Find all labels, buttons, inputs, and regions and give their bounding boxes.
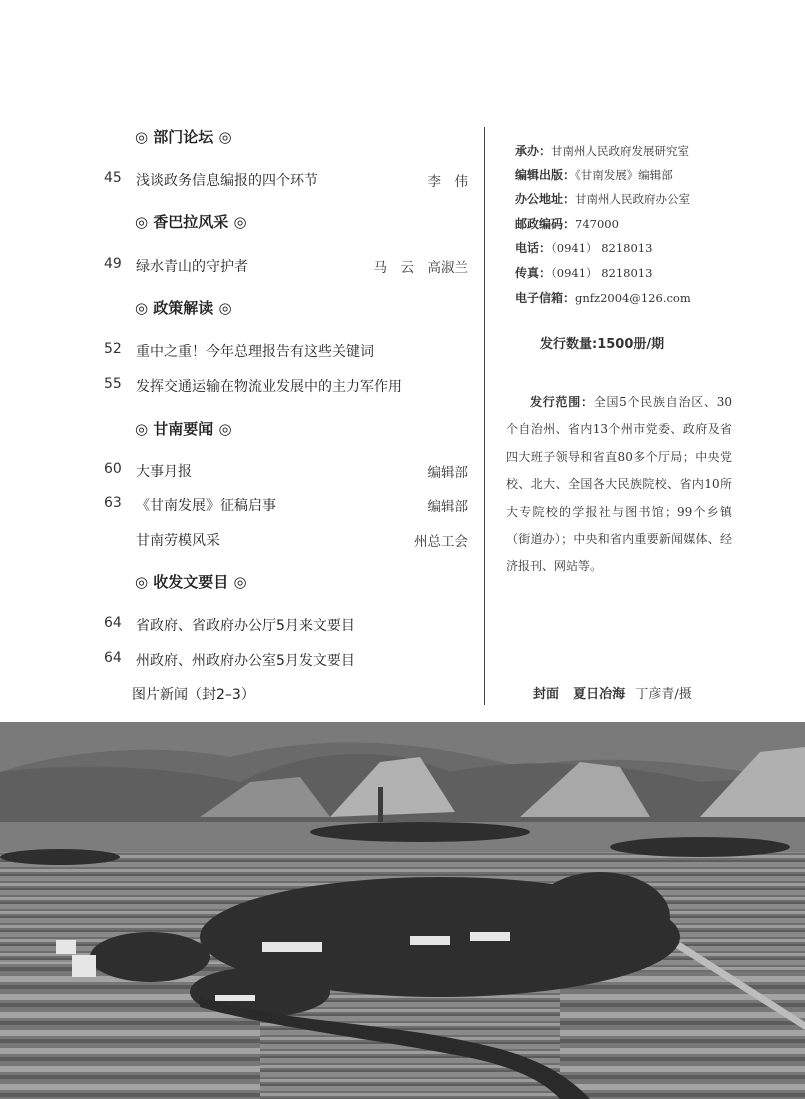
article-title: 浅谈政务信息编报的四个环节 <box>136 173 318 189</box>
toc-entry[interactable] <box>0 650 470 670</box>
page-number: 64 <box>104 650 122 666</box>
info-value: 甘南州人民政府办公室 <box>575 192 691 206</box>
info-value: 甘南州人民政府发展研究室 <box>551 144 690 158</box>
table-of-contents <box>0 0 480 720</box>
cover-caption <box>533 683 692 702</box>
page-number: 49 <box>104 256 122 272</box>
page-number: 55 <box>104 376 122 392</box>
article-author: 马 云 高淑兰 <box>373 260 468 276</box>
info-key: 电子信箱： <box>515 291 576 305</box>
article-author: 州总工会 <box>414 534 468 550</box>
info-line <box>515 215 619 232</box>
article-title: 州政府、州政府办公室5月发文要目 <box>136 653 355 669</box>
page-number: 45 <box>104 170 122 186</box>
section-heading: ◎ 香巴拉风采 ◎ <box>135 213 247 231</box>
info-key: 承办： <box>515 144 552 158</box>
info-value: 747000 <box>575 217 619 231</box>
info-value: （0941） 8218013 <box>551 266 653 280</box>
toc-entry[interactable] <box>0 256 470 276</box>
article-author: 李 伟 <box>427 174 468 190</box>
section-heading: ◎ 甘南要闻 ◎ <box>135 420 232 438</box>
info-line <box>515 289 691 306</box>
info-key: 编辑出版： <box>515 168 576 182</box>
info-key: 邮政编码： <box>515 217 576 231</box>
info-value: （0941） 8218013 <box>551 241 653 255</box>
page-number: 64 <box>104 615 122 631</box>
info-line <box>515 190 690 207</box>
info-value: gnfz2004@126.com <box>575 291 691 305</box>
info-line <box>515 166 673 183</box>
toc-entry[interactable] <box>0 341 470 361</box>
page-number: 52 <box>104 341 122 357</box>
info-key: 办公地址： <box>515 192 576 206</box>
toc-entry[interactable] <box>0 495 470 515</box>
info-value: 《甘南发展》编辑部 <box>575 168 673 182</box>
article-title: 大事月报 <box>136 464 192 480</box>
cover-title: 夏日冶海 <box>573 687 626 702</box>
landscape-photo <box>0 722 805 1099</box>
section-heading: ◎ 部门论坛 ◎ <box>135 128 232 146</box>
photo-news-entry[interactable] <box>0 684 470 704</box>
toc-entry[interactable] <box>0 530 470 550</box>
info-key: 传真： <box>515 266 552 280</box>
article-author: 编辑部 <box>427 465 468 481</box>
toc-entry[interactable] <box>0 376 470 396</box>
article-title: 甘南劳模风采 <box>136 533 220 549</box>
distribution-range-label: 发行范围： <box>530 395 594 409</box>
info-line <box>515 142 689 159</box>
info-key: 电话： <box>515 241 552 255</box>
toc-entry[interactable] <box>0 461 470 481</box>
article-title: 绿水青山的守护者 <box>136 259 248 275</box>
info-line <box>515 239 652 256</box>
section-heading: ◎ 政策解读 ◎ <box>135 299 232 317</box>
photo-news-title: 图片新闻（封2–3） <box>132 687 255 703</box>
article-author: 编辑部 <box>427 499 468 515</box>
article-title: 重中之重！今年总理报告有这些关键词 <box>136 344 374 360</box>
column-divider <box>484 127 485 705</box>
distribution-range <box>506 389 732 581</box>
cover-label: 封面 <box>533 687 560 702</box>
article-title: 《甘南发展》征稿启事 <box>136 498 276 514</box>
toc-entry[interactable] <box>0 170 470 190</box>
toc-entry[interactable] <box>0 615 470 635</box>
circulation-count: 发行数量:1500册/期 <box>540 337 665 352</box>
page-number: 63 <box>104 495 122 511</box>
article-title: 发挥交通运输在物流业发展中的主力军作用 <box>136 379 402 395</box>
cover-credit: 丁彦青/摄 <box>635 687 692 702</box>
info-line <box>515 264 652 281</box>
article-title: 省政府、省政府办公厅5月来文要目 <box>136 618 355 634</box>
page-number: 60 <box>104 461 122 477</box>
section-heading: ◎ 收发文要目 ◎ <box>135 573 247 591</box>
distribution-range-text: 全国5个民族自治区、30个自治州、省内13个州市党委、政府及省四大班子领导和省直80多个厅局；中央党校、北大、全国各大民族院校、省内10所大专院校的学报社与图书馆；99个乡镇（街道办）；中央和省内重要新闻媒体、经济报刊、网站等。 <box>506 395 732 574</box>
